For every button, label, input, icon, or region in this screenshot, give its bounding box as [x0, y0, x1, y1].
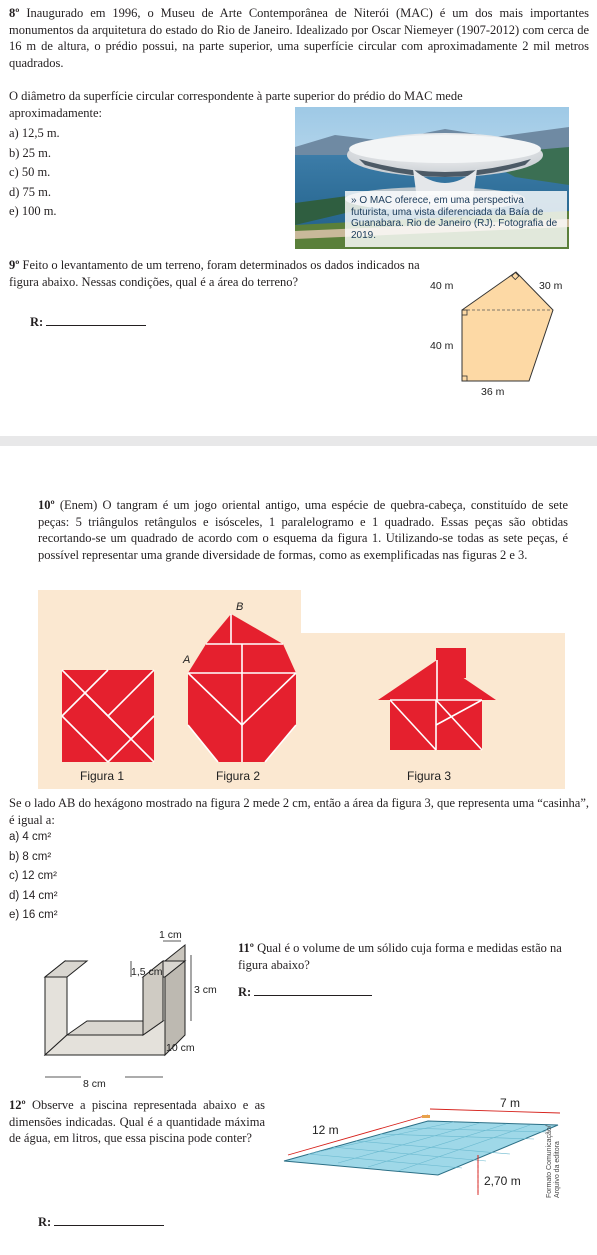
- figure-2-label: Figura 2: [216, 769, 261, 783]
- point-a-label: A: [183, 654, 191, 666]
- q12-text: Observe a piscina representada abaixo e as dimensões indicadas. Qual é a quantidade máxima de água, em litros, que essa piscina pode conter?: [9, 1098, 266, 1146]
- q8-option-b[interactable]: b) 25 m.: [9, 145, 52, 160]
- q12-answer-line[interactable]: [54, 1225, 164, 1226]
- q10-question: Se o lado AB do hexágono mostrado na figura 2 mede 2 cm, então a área da figura 3, que representa uma “casinha”, é igual a:: [9, 796, 589, 827]
- q11-text: Qual é o volume de um sólido cuja forma e medidas estão na figura abaixo?: [238, 941, 562, 972]
- q11-label-width: 8 cm: [83, 1078, 106, 1090]
- q11-label-inner: 1,5 cm: [131, 966, 163, 978]
- section-divider: [0, 436, 597, 446]
- q9-answer: [30, 315, 146, 330]
- tangram-figure-1: [62, 670, 154, 762]
- q8-intro: [9, 5, 589, 71]
- lot-label-top-right: 30 m: [539, 280, 563, 292]
- q10-number: 10º: [38, 498, 55, 512]
- q9-number: 9º: [9, 258, 20, 272]
- q11-number: 11º: [238, 941, 254, 955]
- q10-option-b[interactable]: b) 8 cm²: [9, 850, 52, 863]
- q12-answer-label: R:: [38, 1215, 52, 1229]
- q11-answer-line[interactable]: [254, 995, 372, 996]
- q11-label-depth: 10 cm: [166, 1042, 195, 1054]
- q11-answer: [238, 985, 372, 1000]
- pool-label-length: 12 m: [312, 1123, 339, 1137]
- q10-option-e[interactable]: e) 16 cm²: [9, 909, 58, 921]
- q8-option-e[interactable]: e) 100 m.: [9, 204, 57, 219]
- q8-number: 8º: [9, 6, 20, 20]
- lot-label-left: 40 m: [430, 340, 454, 352]
- q8-option-a[interactable]: a) 12,5 m.: [9, 126, 60, 140]
- q11-answer-label: R:: [238, 985, 252, 999]
- q8-question-line2: aproximadamente:: [9, 105, 103, 120]
- q10-options: [9, 828, 58, 926]
- q10-option-d[interactable]: d) 14 cm²: [9, 889, 58, 902]
- image-credit: [546, 1118, 566, 1198]
- q9-text: Feito o levantamento de um terreno, foram determinados os dados indicados na figura abaixo. Nessas condições, qual é a área do terreno?: [9, 258, 420, 289]
- mac-photo: [295, 107, 569, 249]
- q11-solid-figure: [35, 925, 220, 1090]
- q8-option-d[interactable]: d) 75 m.: [9, 184, 52, 199]
- tangram-figure: [38, 590, 565, 789]
- lot-label-bottom: 36 m: [481, 386, 505, 398]
- figure-3-label: Figura 3: [407, 769, 452, 783]
- q10-text: (Enem) O tangram é um jogo oriental antigo, uma espécie de quebra-cabeça, constituído de sete peças: 5 triângulos retângulos e isósceles, 1 paralelogramo e 1 quadrado. Essas peças são obtidas recortando-se um quadrado de acordo com o esquema da figura 1. Utilizando-se todas as sete peças, é possível representar uma grande diversidade de formas, como as exemplificadas nas figuras 2 e 3.: [38, 498, 568, 562]
- q9-answer-label: R:: [30, 315, 44, 329]
- q12-answer: [38, 1215, 164, 1230]
- q9-answer-line[interactable]: [46, 325, 146, 326]
- q8-option-c[interactable]: c) 50 m.: [9, 165, 51, 180]
- q11-label-height: 3 cm: [194, 984, 217, 996]
- point-b-label: B: [236, 601, 244, 613]
- q8-options: [9, 124, 159, 222]
- q12-number: 12º: [9, 1098, 26, 1112]
- q10-option-c[interactable]: c) 12 cm²: [9, 870, 57, 882]
- figure-1-label: Figura 1: [80, 769, 125, 783]
- q10-option-a[interactable]: a) 4 cm²: [9, 831, 52, 843]
- q12-pool-figure: [268, 1093, 568, 1203]
- q10-intro: [38, 497, 568, 563]
- pool-label-depth: 2,70 m: [484, 1174, 521, 1188]
- pool-ladder: [422, 1115, 430, 1118]
- q11-question: [238, 940, 572, 973]
- q12-question: [9, 1097, 265, 1147]
- image-credit-text: Formato Comunicação/ Arquivo da editora: [546, 1125, 561, 1198]
- tangram-svg: [38, 590, 565, 789]
- q9-lot-figure: [426, 263, 576, 400]
- q8-question-line1: O diâmetro da superfície circular correspondente à parte superior do prédio do MAC mede: [9, 89, 463, 103]
- q8-text: Inaugurado em 1996, o Museu de Arte Contemporânea de Niterói (MAC) é um dos mais importantes monumentos da arquitetura do estado do Rio de Janeiro. Idealizado por Oscar Niemeyer (1907-2012) com cerca de 16 m de altura, o prédio possui, na parte superior, uma superfície circular com aproximadamente 2 mil metros quadrados.: [9, 6, 590, 70]
- mac-photo-caption: » O MAC oferece, em uma perspectiva futurista, uma vista diferenciada da Baía de Guanabara. Rio de Janeiro (RJ). Fotografia de 2019.: [345, 191, 567, 247]
- lot-label-top-left: 40 m: [430, 280, 454, 292]
- pool-label-width: 7 m: [500, 1096, 521, 1110]
- q9-question: [9, 257, 421, 290]
- q11-label-top: 1 cm: [159, 929, 182, 941]
